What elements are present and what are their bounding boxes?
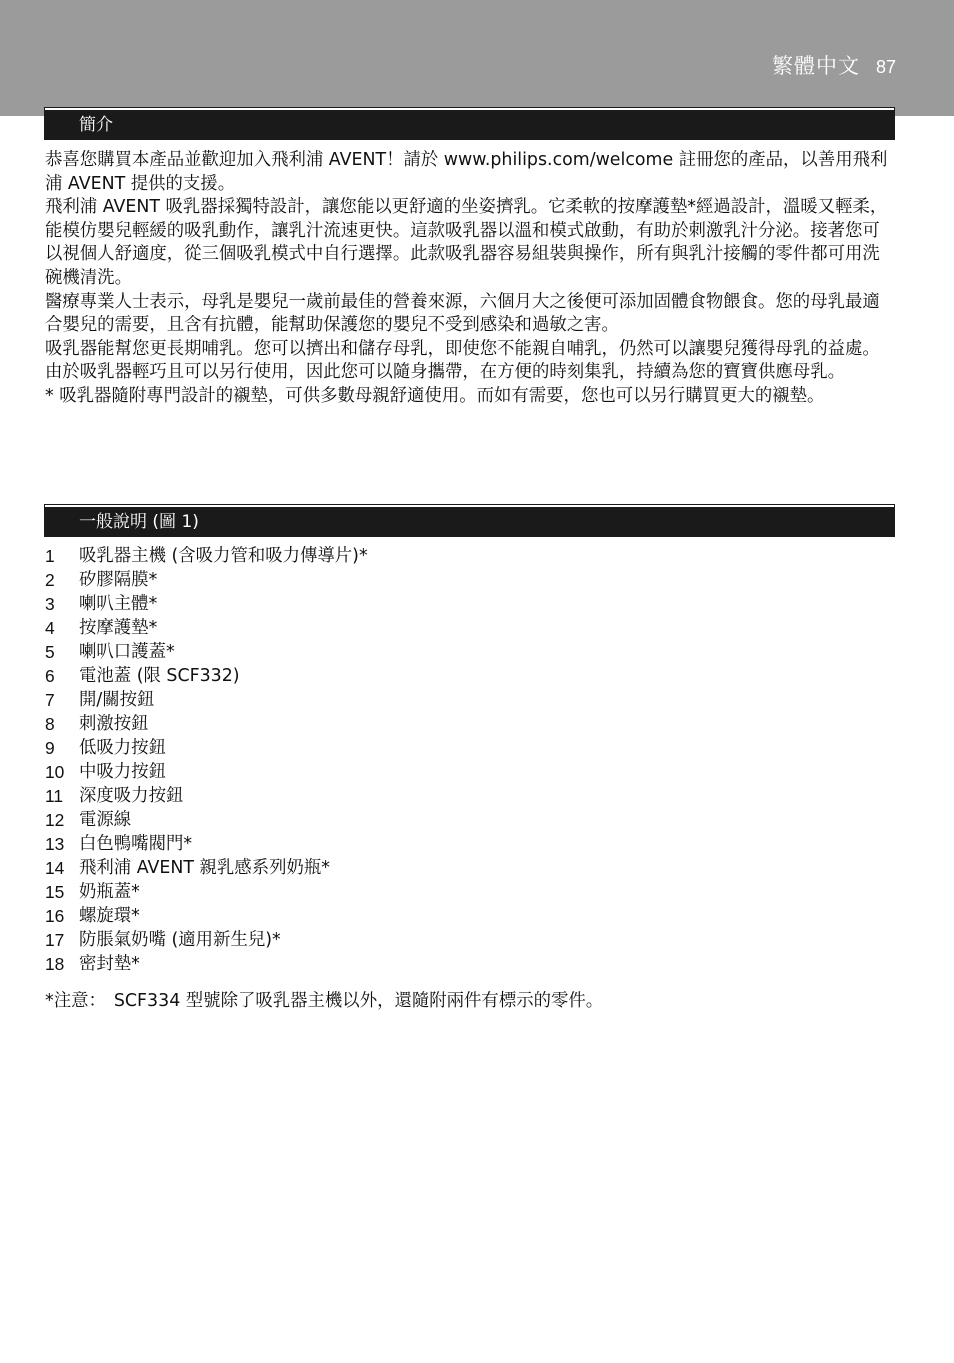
list-item [45,784,368,808]
note [45,989,603,1013]
list-item [45,856,368,880]
list-item [45,592,368,616]
item-number: 5 [45,642,55,662]
item-number: 10 [45,762,65,782]
page-number: 87 [875,57,896,77]
list-item [45,832,368,856]
item-number: 13 [45,834,65,854]
intro-paragraph: 恭喜您購買本產品並歡迎加入飛利浦 AVENT！請於 www.philips.com/welcome 註冊您的產品，以善用飛利浦 AVENT 提供的支援。 [45,150,888,194]
list-item [45,928,368,952]
language-label: 繁體中文 [771,54,860,78]
list-item [45,880,368,904]
item-number: 9 [45,738,55,758]
item-number: 17 [45,930,65,950]
item-text: 喇叭口護蓋* [79,642,175,662]
item-number: 18 [45,954,65,974]
page-header [772,50,896,80]
intro-paragraph: 醫療專業人士表示，母乳是嬰兒一歲前最佳的營養來源，六個月大之後便可添加固體食物餵食。您的母乳最適合嬰兒的需要，且含有抗體，能幫助保護您的嬰兒不受到感染和過敏之害。 [45,291,880,336]
note-text: SCF334 型號除了吸乳器主機以外，還隨附兩件有標示的零件。 [113,991,604,1011]
item-number: 1 [45,546,55,566]
list-item [45,904,368,928]
item-number: 11 [45,786,64,806]
item-text: 中吸力按鈕 [79,762,166,782]
intro-footnote: * 吸乳器隨附專門設計的襯墊，可供多數母親舒適使用。而如有需要，您也可以另行購買更大的襯墊。 [45,385,825,406]
item-text: 矽膠隔膜* [79,570,158,590]
item-text: 低吸力按鈕 [79,738,166,758]
list-item [45,760,368,784]
item-number: 3 [45,594,55,614]
intro-paragraph: 飛利浦 AVENT 吸乳器採獨特設計，讓您能以更舒適的坐姿擠乳。它柔軟的按摩護墊*經過設計，溫暖又輕柔，能模仿嬰兒輕緩的吸乳動作，讓乳汁流速更快。這款吸乳器以溫和模式啟動，有助於刺激乳汁分泌。接著您可以視個人舒適度，從三個吸乳模式中自行選擇。此款吸乳器容易組裝與操作，所有與乳汁接觸的零件都可用洗碗機清洗。 [45,197,888,288]
item-number: 15 [45,882,65,902]
item-text: 吸乳器主機 (含吸力管和吸力傳導片)* [79,546,368,566]
note-label: *注意： [45,991,106,1011]
list-item [45,808,368,832]
item-number: 14 [45,858,65,878]
section-title-intro: 簡介 [45,108,894,139]
item-number: 4 [45,618,55,638]
item-text: 喇叭主體* [79,594,158,614]
list-item [45,688,368,712]
item-number: 12 [45,810,65,830]
item-text: 螺旋環* [79,906,140,926]
list-item [45,664,368,688]
list-item [45,568,368,592]
item-number: 2 [45,570,55,590]
item-text: 深度吸力按鈕 [79,786,184,806]
item-number: 16 [45,906,65,926]
item-text: 電池蓋 (限 SCF332) [79,666,240,686]
item-number: 6 [45,666,55,686]
item-text: 飛利浦 AVENT 親乳感系列奶瓶* [79,858,330,878]
item-text: 密封墊* [79,954,140,974]
item-text: 白色鴨嘴閥門* [79,834,193,854]
list-item [45,736,368,760]
item-text: 按摩護墊* [79,618,158,638]
item-text: 防脹氣奶嘴 (適用新生兒)* [79,930,281,950]
parts-list [45,544,368,976]
section-title-general: 一般說明 (圖 1) [45,505,894,536]
item-text: 開/關按鈕 [79,690,155,710]
intro-paragraph: 吸乳器能幫您更長期哺乳。您可以擠出和儲存母乳，即使您不能親自哺乳，仍然可以讓嬰兒獲得母乳的益處。由於吸乳器輕巧且可以另行使用，因此您可以隨身攜帶，在方便的時刻集乳，持續為您的寶寶供應母乳。 [45,338,880,383]
list-item [45,616,368,640]
item-number: 7 [45,690,55,710]
list-item [45,712,368,736]
item-number: 8 [45,714,55,734]
list-item [45,544,368,568]
item-text: 奶瓶蓋* [79,882,140,902]
intro-body [45,149,895,409]
item-text: 刺激按鈕 [79,714,149,734]
item-text: 電源線 [79,810,132,830]
list-item [45,952,368,976]
list-item [45,640,368,664]
